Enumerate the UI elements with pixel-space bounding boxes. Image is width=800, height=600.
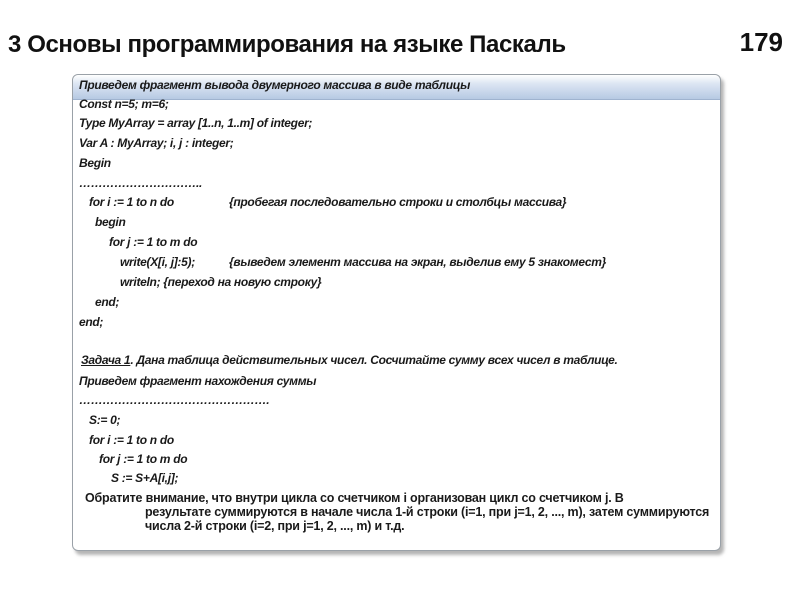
ellipsis-line-2: …………………………………………. bbox=[79, 393, 270, 407]
sum-for-i-line: for i := 1 to n do bbox=[89, 433, 174, 447]
content-panel bbox=[72, 74, 721, 551]
ellipsis-line: ………………………….. bbox=[79, 176, 203, 190]
sum-accumulate-line: S := S+A[i,j]; bbox=[111, 471, 179, 485]
task-label: Задача 1 bbox=[81, 353, 131, 367]
intro-line: Приведем фрагмент вывода двумерного массива в виде таблицы bbox=[79, 78, 471, 92]
sum-init-line: S:= 0; bbox=[89, 413, 121, 427]
page-number: 179 bbox=[739, 27, 783, 57]
write-line: write(X[i, j]:5); bbox=[120, 255, 195, 269]
for-j-line: for j := 1 to m do bbox=[109, 235, 198, 249]
for-i-line: for i := 1 to n do bbox=[89, 195, 174, 209]
var-line: Var A : MyArray; i, j : integer; bbox=[79, 136, 234, 150]
explanation-note bbox=[85, 491, 715, 533]
comment-write: {выведем элемент массива на экран, выделив ему 5 знакомест} bbox=[229, 255, 606, 269]
sum-for-j-line: for j := 1 to m do bbox=[99, 452, 188, 466]
end-outer-line: end; bbox=[79, 315, 104, 329]
writeln-line: writeln; {переход на новую строку} bbox=[120, 275, 322, 289]
note-first-line: Обратите внимание, что внутри цикла со счетчиком i организован цикл со счетчиком j. В bbox=[85, 491, 624, 505]
sum-intro-line: Приведем фрагмент нахождения суммы bbox=[79, 374, 317, 388]
const-line: Const n=5; m=6; bbox=[79, 97, 169, 111]
type-line: Type MyArray = array [1..n, 1..m] of integer; bbox=[79, 116, 313, 130]
task-line bbox=[81, 353, 618, 367]
comment-rows: {пробегая последовательно строки и столбцы массива} bbox=[229, 195, 567, 209]
task-text: . Дана таблица действительных чисел. Сосчитайте сумму всех чисел в таблице. bbox=[130, 353, 618, 367]
end-inner-line: end; bbox=[95, 295, 120, 309]
begin-inner-line: begin bbox=[95, 215, 126, 229]
slide-title: 3 Основы программирования на языке Паскаль bbox=[8, 31, 566, 58]
note-continuation: результате суммируются в начале числа 1-й строки (i=1, при j=1, 2, ..., m), затем суммируются числа 2-й строки (i=2, при j=1, 2, ..., m) и т.д. bbox=[145, 505, 710, 533]
begin-line: Begin bbox=[79, 156, 111, 170]
